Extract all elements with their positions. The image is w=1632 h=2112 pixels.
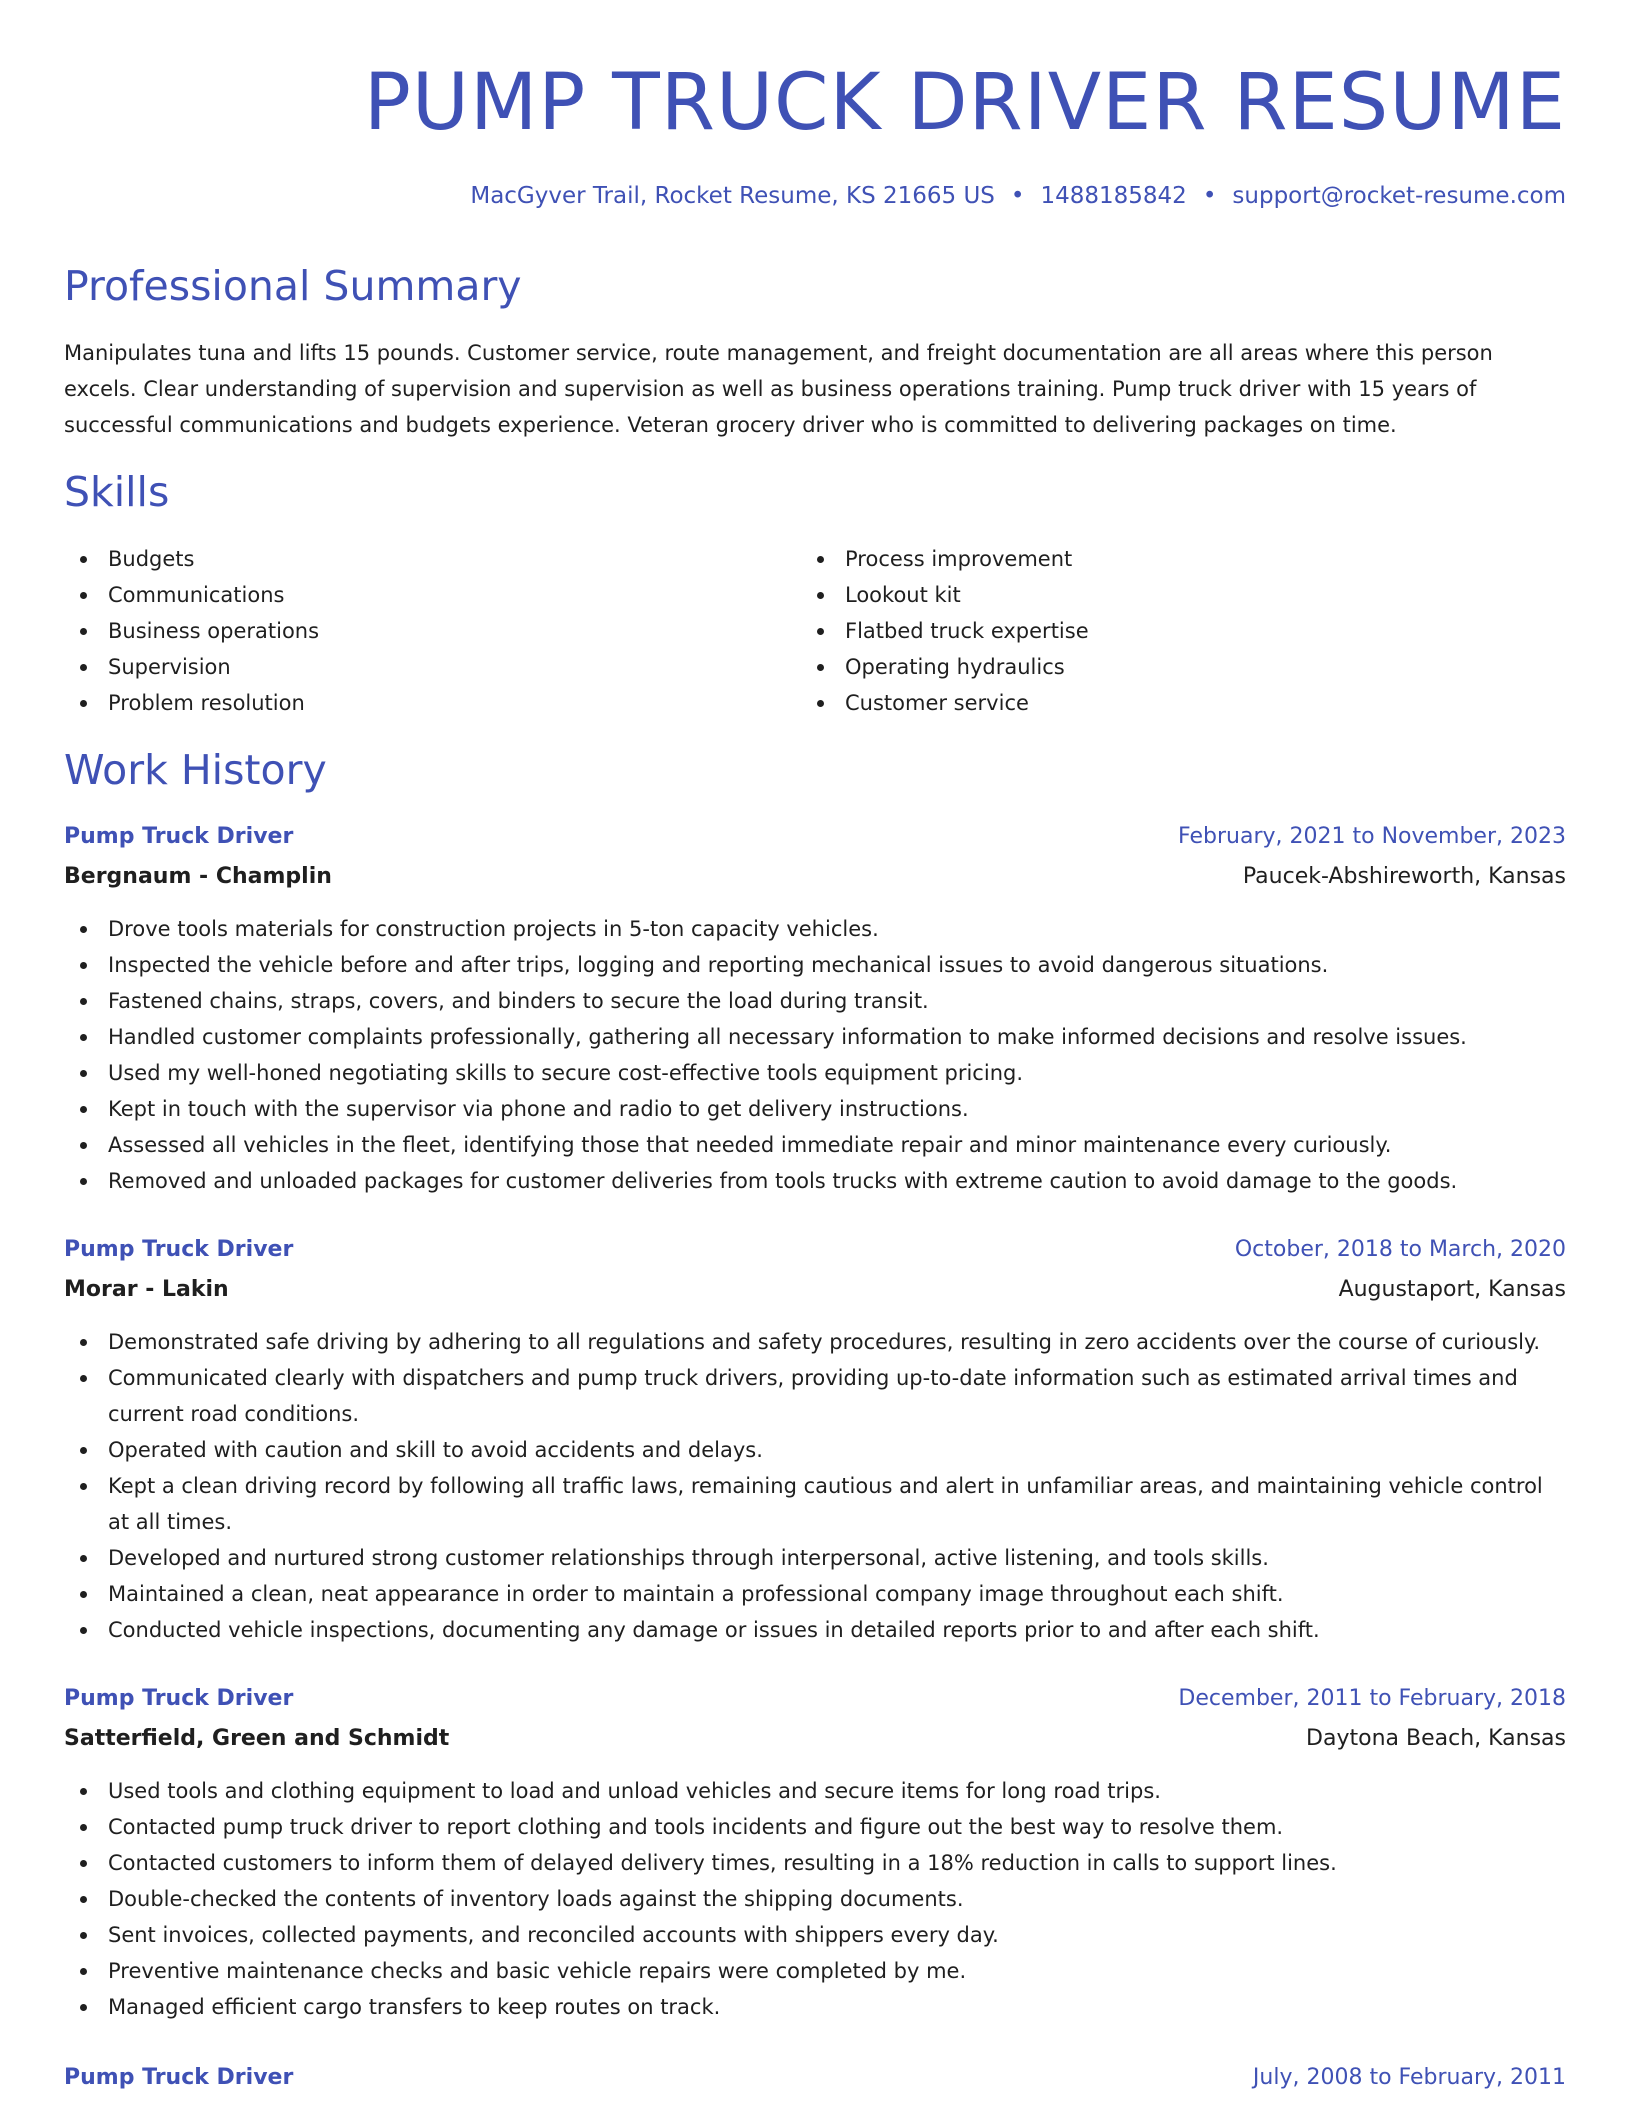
summary-text: Manipulates tuna and lifts 15 pounds. Customer service, route management, and freight documentation are all areas where this person excels. Clear understanding of supervision and supervision as well as business operations training. Pump truck driver with 15 years of successful communications and budgets experience. Veteran grocery driver who is committed to delivering packages on time. [64, 341, 1493, 437]
job-bullet: Removed and unloaded packages for customer deliveries from tools trucks with extreme caution to avoid damage to the goods. [64, 1163, 1566, 1199]
skill-item: Operating hydraulics [801, 649, 1501, 685]
job-employer: Bergnaum - Champlin [64, 864, 332, 889]
job-employer-row [64, 1272, 1566, 1308]
job-employer-row [64, 1721, 1566, 1757]
contact-email: support@rocket-resume.com [1232, 183, 1566, 209]
job-title-row [64, 1681, 1566, 1717]
job-bullet: Handled customer complaints professionally, gathering all necessary information to make informed decisions and resolve issues. [64, 1019, 1566, 1055]
job-bullet: Managed efficient cargo transfers to keep routes on track. [64, 1989, 1566, 2025]
summary-heading: Professional Summary [64, 262, 522, 310]
skill-item: Budgets [64, 541, 764, 577]
job-title-row [64, 819, 1566, 855]
job-bullet: Drove tools materials for construction projects in 5-ton capacity vehicles. [64, 911, 1566, 947]
job-bullet: Sent invoices, collected payments, and reconciled accounts with shippers every day. [64, 1917, 1566, 1953]
skill-item: Problem resolution [64, 685, 764, 721]
job-location: Augustaport, Kansas [1338, 1277, 1566, 1302]
skill-item: Supervision [64, 649, 764, 685]
job-bullet: Developed and nurtured strong customer relationships through interpersonal, active listening, and tools skills. [64, 1540, 1566, 1576]
job-dates: December, 2011 to February, 2018 [1178, 1686, 1566, 1711]
job-location: Daytona Beach, Kansas [1306, 1726, 1566, 1751]
skills-list-right [801, 541, 1501, 721]
work-history-heading: Work History [64, 746, 327, 794]
skills-list-left [64, 541, 764, 721]
job-dates: February, 2021 to November, 2023 [1178, 824, 1566, 849]
skill-item: Lookout kit [801, 577, 1501, 613]
skill-item: Flatbed truck expertise [801, 613, 1501, 649]
job-bullet: Preventive maintenance checks and basic vehicle repairs were completed by me. [64, 1953, 1566, 1989]
skill-item: Communications [64, 577, 764, 613]
job-bullet: Kept in touch with the supervisor via phone and radio to get delivery instructions. [64, 1091, 1566, 1127]
job-bullets [64, 1773, 1566, 2025]
job-dates: October, 2018 to March, 2020 [1234, 1237, 1566, 1262]
job-bullet: Contacted customers to inform them of delayed delivery times, resulting in a 18% reduction in calls to support lines. [64, 1845, 1566, 1881]
job-bullet: Communicated clearly with dispatchers and pump truck drivers, providing up-to-date information such as estimated arrival times and current road conditions. [64, 1360, 1566, 1432]
job-bullet: Used my well-honed negotiating skills to secure cost-effective tools equipment pricing. [64, 1055, 1566, 1091]
job-title: Pump Truck Driver [64, 1686, 294, 1711]
job-bullet: Inspected the vehicle before and after trips, logging and reporting mechanical issues to avoid dangerous situations. [64, 947, 1566, 983]
job-title: Pump Truck Driver [64, 1237, 294, 1262]
job-bullet: Conducted vehicle inspections, documenting any damage or issues in detailed reports prior to and after each shift. [64, 1612, 1566, 1648]
contact-separator: • [1010, 183, 1025, 209]
job-bullet: Used tools and clothing equipment to load and unload vehicles and secure items for long road trips. [64, 1773, 1566, 1809]
contact-separator: • [1202, 183, 1217, 209]
job-employer: Morar - Lakin [64, 1277, 229, 1302]
job-title-row [64, 2060, 1566, 2096]
job-location: Paucek-Abshireworth, Kansas [1242, 864, 1566, 889]
skill-item: Business operations [64, 613, 764, 649]
contact-phone: 1488185842 [1040, 183, 1187, 209]
job-bullet: Assessed all vehicles in the fleet, identifying those that needed immediate repair and minor maintenance every curiously. [64, 1127, 1566, 1163]
contact-address: MacGyver Trail, Rocket Resume, KS 21665 US [470, 183, 995, 209]
skill-item: Process improvement [801, 541, 1501, 577]
job-bullet: Contacted pump truck driver to report clothing and tools incidents and figure out the best way to resolve them. [64, 1809, 1566, 1845]
job-bullet: Double-checked the contents of inventory loads against the shipping documents. [64, 1881, 1566, 1917]
job-employer: Satterfield, Green and Schmidt [64, 1726, 450, 1751]
job-bullet: Maintained a clean, neat appearance in order to maintain a professional company image throughout each shift. [64, 1576, 1566, 1612]
skills-heading: Skills [64, 468, 170, 516]
job-title: Pump Truck Driver [64, 2065, 294, 2090]
job-title-row [64, 1232, 1566, 1268]
job-employer-row [64, 859, 1566, 895]
job-bullet: Demonstrated safe driving by adhering to all regulations and safety procedures, resulting in zero accidents over the course of curiously. [64, 1324, 1566, 1360]
job-title: Pump Truck Driver [64, 824, 294, 849]
resume-title: PUMP TRUCK DRIVER RESUME [363, 58, 1566, 148]
skill-item: Customer service [801, 685, 1501, 721]
job-bullets [64, 911, 1566, 1199]
job-dates: July, 2008 to February, 2011 [1252, 2065, 1566, 2090]
contact-line [470, 180, 1566, 212]
job-bullets [64, 1324, 1566, 1648]
job-bullet: Operated with caution and skill to avoid accidents and delays. [64, 1432, 1566, 1468]
job-bullet: Fastened chains, straps, covers, and binders to secure the load during transit. [64, 983, 1566, 1019]
job-bullet: Kept a clean driving record by following all traffic laws, remaining cautious and alert in unfamiliar areas, and maintaining vehicle control at all times. [64, 1468, 1566, 1540]
